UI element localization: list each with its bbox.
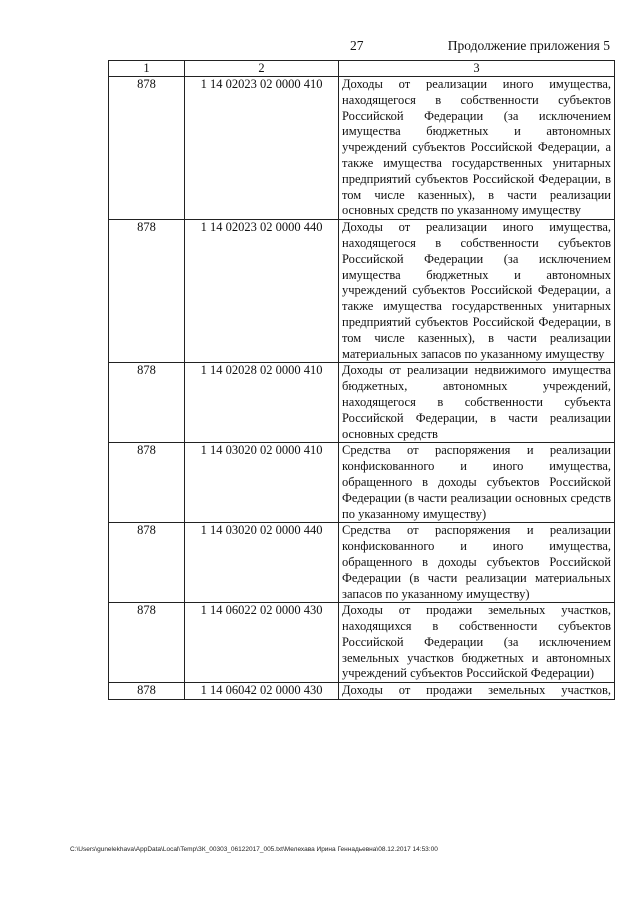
page-number: 27 [350,38,364,53]
admin-code-cell: 878 [109,220,185,363]
table-row [109,443,615,523]
revenue-name-cell-partial [339,683,615,700]
revenue-name-cell: Доходы от реализации недвижимого имущества бюджетных, автономных учреждений, находящегося в собственности субъекта Российской Федерации, в части реализации основных средств [339,363,615,443]
admin-code-cell: 878 [109,363,185,443]
column-header-2: 2 [185,61,339,77]
table-row [109,77,615,220]
table-row-partial [109,683,615,700]
column-header-3: 3 [339,61,615,77]
revenue-name-cell: Доходы от реализации иного имущества, находящегося в собственности субъектов Российской Федерации (за исключением имущества бюджетных и автономных учреждений субъектов Российской Федерации, а также имущества государственных унитарных предприятий субъектов Российской Федерации, в том числе казенных), в части реализации материальных запасов по указанному имуществу [339,220,615,363]
admin-code-cell: 878 [109,603,185,683]
continuation-label: Продолжение приложения 5 [447,38,610,53]
column-header-1: 1 [109,61,185,77]
admin-code-cell: 878 [109,77,185,220]
table-row [109,523,615,603]
admin-code-cell: 878 [109,523,185,603]
revenue-name-cell: Доходы от продажи земельных участков, находящихся в собственности субъектов Российской Федерации (за исключением земельных участков бюджетных и автономных учреждений субъектов Российской Федерации) [339,603,615,683]
revenue-name-cell: Доходы от реализации иного имущества, находящегося в собственности субъектов Российской Федерации (за исключением имущества бюджетных и автономных учреждений субъектов Российской Федерации, а также имущества государственных унитарных предприятий субъектов Российской Федерации, в том числе казенных), в части реализации основных средств по указанному имуществу [339,77,615,220]
table-row [109,603,615,683]
budget-code-cell: 1 14 02023 02 0000 440 [185,220,339,363]
budget-code-cell: 1 14 06042 02 0000 430 [185,683,339,700]
revenue-name-text: Доходы от продажи земельных участков, [342,683,611,698]
budget-code-cell: 1 14 03020 02 0000 440 [185,523,339,603]
column-number-row [109,61,615,77]
admin-code-cell: 878 [109,683,185,700]
budget-code-cell: 1 14 03020 02 0000 410 [185,443,339,523]
revenue-name-cell: Средства от распоряжения и реализации конфискованного и иного имущества, обращенного в доходы субъектов Российской Федерации (в части реализации основных средств по указанному имуществу) [339,443,615,523]
table-row [109,363,615,443]
budget-code-cell: 1 14 06022 02 0000 430 [185,603,339,683]
admin-code-cell: 878 [109,443,185,523]
revenue-codes-table [108,60,615,700]
page-header [0,38,640,56]
revenue-name-cell: Средства от распоряжения и реализации конфискованного и иного имущества, обращенного в доходы субъектов Российской Федерации (в части реализации материальных запасов по указанному имуществу) [339,523,615,603]
table-row [109,220,615,363]
file-path-footer: C:\Users\gunelekhava\AppData\Local\Temp\ЗК_00303_06122017_005.txt\Мелехава Ирина Геннадьевна\08.12.2017 14:53:00 [70,846,438,853]
budget-code-cell: 1 14 02023 02 0000 410 [185,77,339,220]
budget-code-cell: 1 14 02028 02 0000 410 [185,363,339,443]
